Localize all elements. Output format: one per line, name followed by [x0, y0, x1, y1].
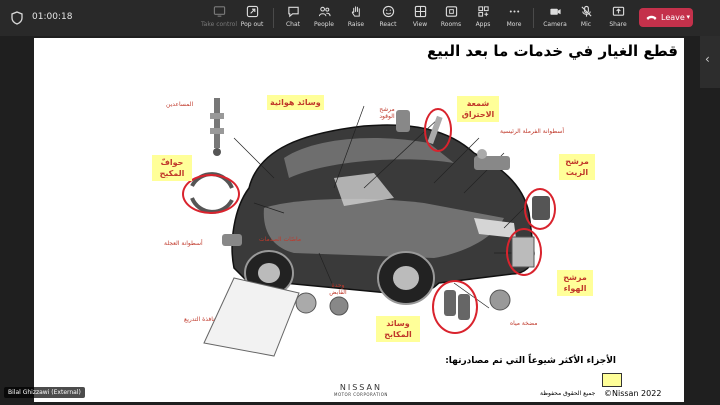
clutch-part [296, 293, 348, 315]
shield-icon [10, 11, 24, 25]
meeting-toolbar [0, 0, 720, 36]
legend-swatch [602, 373, 622, 387]
mic-muted-icon [580, 5, 593, 18]
label-wheel-cylinder: أسطوانة العجلة [164, 240, 203, 247]
side-panel-toggle[interactable] [700, 36, 720, 88]
common-parts-question: الأجزاء الأكثر شيوعاً التي تم مصادرتها: [445, 356, 616, 366]
react-button[interactable]: React [370, 5, 406, 33]
highlight-circle [424, 108, 452, 152]
take-control-icon [213, 5, 226, 18]
master-cylinder-part [474, 149, 510, 170]
camera-button[interactable]: Camera [537, 5, 573, 33]
more-icon [508, 5, 521, 18]
label-water-pump: مضخة مياه [510, 320, 538, 327]
toolbar-divider [273, 8, 274, 28]
chevron-down-icon[interactable]: ▾ [686, 13, 690, 21]
meeting-timer: 01:00:18 [32, 12, 73, 22]
label-clutch-unit: وحدة القابض [329, 282, 347, 296]
raise-hand-icon [350, 5, 363, 18]
label-brake-shoes: حوافّ المكبح [152, 155, 192, 181]
pop-out-button[interactable]: Pop out [234, 5, 270, 33]
slide-title: قطع الغيار في خدمات ما بعد البيع [426, 42, 678, 60]
chat-button[interactable]: Chat [275, 5, 311, 33]
toolbar-divider [533, 8, 534, 28]
windshield-part [204, 278, 299, 356]
shared-slide [34, 38, 684, 402]
highlight-circle [432, 280, 478, 334]
share-button[interactable]: Share [600, 5, 636, 33]
label-bumper-absorbers: ماصّات الصدمات [259, 236, 302, 243]
label-brake-pads: وسائد المكابح [376, 316, 420, 342]
rooms-icon [445, 5, 458, 18]
nissan-logo: NISSAN MOTOR CORPORATION [334, 383, 388, 397]
label-windshield: نافذة التدريع [184, 316, 215, 323]
label-air-filter: مرشح الهواء [557, 270, 593, 296]
label-air-cushions: وسائد هوائية [267, 95, 324, 110]
leave-button[interactable]: Leave ▾ [639, 8, 693, 27]
rights-reserved: جميع الحقوق محفوظة [540, 390, 596, 397]
car-illustration [232, 125, 534, 304]
share-icon [612, 5, 625, 18]
parts-illustration [34, 38, 684, 402]
participant-name-label: Bilal Ghizzawi (External) [4, 387, 85, 398]
wheel-cylinder-part [222, 234, 242, 246]
chevron-left-icon: ‹ [705, 52, 710, 66]
view-button[interactable]: View [402, 5, 438, 33]
view-grid-icon [414, 5, 427, 18]
smiley-icon [382, 5, 395, 18]
rooms-button[interactable]: Rooms [433, 5, 469, 33]
shock-absorber-part [210, 98, 224, 156]
raise-hand-button[interactable]: Raise [338, 5, 374, 33]
label-shock-absorbers: المساعدين [166, 101, 194, 108]
label-fuel-filter: مرشح الوقود [379, 106, 395, 120]
copyright: ©Nissan 2022 [604, 389, 662, 398]
more-button[interactable]: More [496, 5, 532, 33]
label-spark-plug: شمعة الاحتراق [457, 96, 499, 122]
water-pump-part [490, 290, 510, 310]
people-icon [318, 5, 331, 18]
highlight-circle [506, 228, 542, 276]
pop-out-icon [246, 5, 259, 18]
highlight-circle [524, 188, 556, 230]
label-master-cylinder: أسطوانة الفرملة الرئيسية [500, 128, 565, 135]
label-oil-filter: مرشح الزيت [559, 154, 595, 180]
apps-button[interactable]: Apps [465, 5, 501, 33]
apps-icon [477, 5, 490, 18]
take-control-button[interactable]: Take control [201, 5, 237, 33]
camera-icon [549, 5, 562, 18]
phone-hangup-icon [646, 13, 657, 22]
people-button[interactable]: People [306, 5, 342, 33]
mic-button[interactable]: Mic [568, 5, 604, 33]
chat-icon [287, 5, 300, 18]
